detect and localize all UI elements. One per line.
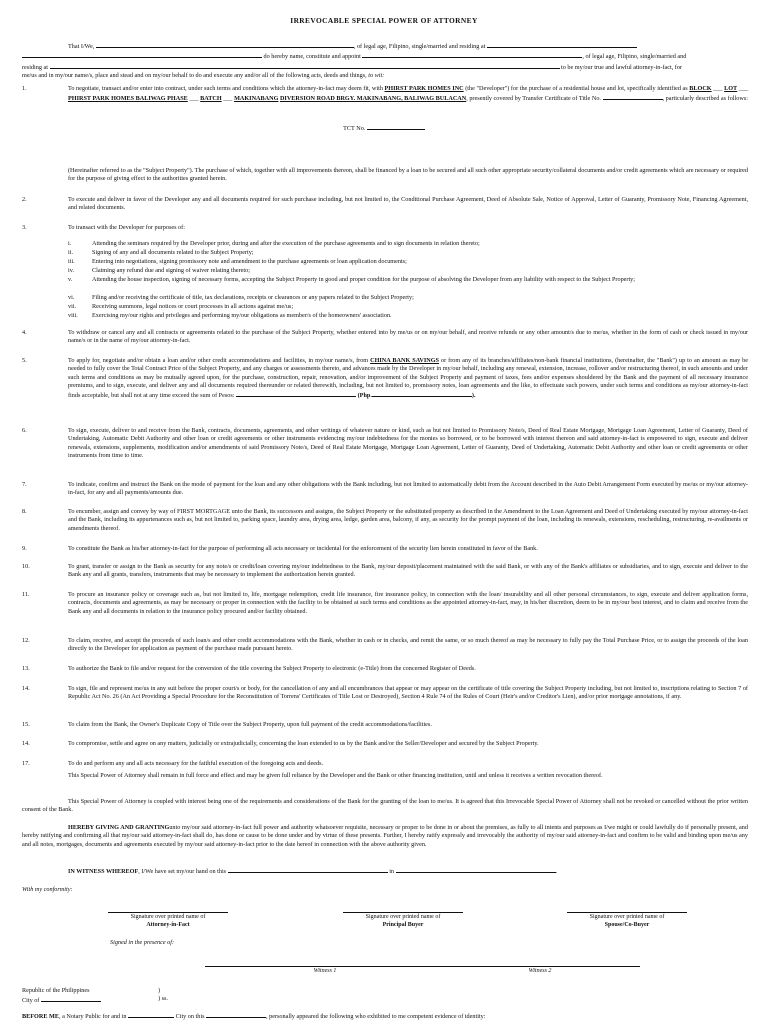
- place-blank[interactable]: [396, 866, 556, 873]
- item-2-text: To execute and deliver in favor of the Developer any and all documents required for such purchase including, but not limited to, the Conditional Purchase Agreement, Deed of Absolute Sale, Notice of Approval, Letter of Guaranty, Promissory Note, Financing Agreement, and related documents.: [68, 196, 748, 212]
- city-line: City of: [22, 995, 162, 1005]
- item-11-number: 11.: [22, 591, 30, 598]
- item-12-number: 12.: [22, 637, 30, 644]
- witness-2-label: Witness 2: [528, 968, 552, 974]
- subitem-number: i.: [68, 240, 72, 247]
- signature-label-principal: Signature over printed name of Principal Buyer: [365, 914, 441, 929]
- subitem-text: Exercising my/our rights and privileges and performing my/our obligations as member/s of the homeowners' association.: [92, 312, 392, 319]
- principal-address-blank[interactable]: [487, 41, 637, 48]
- subitem-text: Filing and/or receiving the certificate of title, tax declarations, receipts or clearances or any papers related to the Subject Property;: [92, 294, 414, 301]
- subitem-number: vi.: [68, 294, 75, 301]
- conformity-label: With my conformity:: [22, 886, 73, 893]
- republic-label: Republic of the Philippines: [22, 987, 90, 994]
- item-8-number: 8.: [22, 508, 27, 515]
- loan-amount-words-blank[interactable]: [236, 390, 356, 397]
- item-1-text: To negotiate, transact and/or enter into contract, under such terms and conditions which the attorney-in-fact may deem fit, with PHIRST PARK HOMES INC (the "Developer") for the purchase of a residential house and lot, specifically identified as BLOCK ___ LOT ___ PHIRST PARK HOMES BALIWAG PHASE ___ BATCH ___ MAKINABANG DIVERSION ROAD BRGY. MAKINABANG, BALIWAG BULACAN, presently covered by Transfer Certificate of Title No. , particularly described as follows:: [68, 85, 749, 103]
- notary-line: BEFORE ME, a Notary Public for and in City on this , personally appeared the following who exhibited to me competent evidence of identity:: [22, 1013, 486, 1020]
- item-9-number: 9.: [22, 545, 27, 552]
- tct-number-blank[interactable]: [603, 93, 663, 100]
- item-10-number: 10.: [22, 563, 30, 570]
- item-14-number: 14.: [22, 685, 30, 692]
- item-3-text: To transact with the Developer for purposes of:: [68, 224, 185, 231]
- item-4-text: To withdraw or cancel any and all contracts or agreements related to the purchase of the Subject Property, whether entered into by me/us or on my/our behalf, and receive refunds or any other amount/s due to me/us, whether in the form of cash or check issued in my/our name/s or in the name of my/our attorney-in-fact.: [68, 329, 748, 345]
- item-5-text: To apply for, negotiate and/or obtain a loan and/or other credit accommodations and facilities, in my/our name/s, from CHINA BANK SAVINGS or from any of its branches/affiliates/non-bank financial institutions, (hereinafter, the "Bank") up to an amount as may be needed to fully cover the Total Contract Price of the Subject Property, and any charges or assessments thereto, and advances made by the Developer in my/our behalf, including any renewal, extension, increase, rollover and/or restructuring thereof, in such amounts and under such terms and conditions as may be mutually agreed upon, for the purchase, construction, repair, renovation, and/or improvement of the Subject Property and payment of taxes, fees and/or expenses shouldered by the Bank and the payment of all necessary insurance premiums, and to sign, execute, and deliver any and all documents required thereunder or related therewith, including, but not limited to, promissory notes, loan agreements and the like, to effectuate such powers, under such terms and conditions as my/our attorney-in-fact finds acceptable, but shall not at any time exceed the sum of Pesos: (Php. ).: [68, 357, 749, 400]
- subitem-number: vii.: [68, 303, 77, 310]
- attorney-name-blank[interactable]: [362, 51, 582, 58]
- item-15-text: To claim from the Bank, the Owner's Duplicate Copy of Title over the Subject Property, upon full payment of the credit accommodations/facilities.: [68, 721, 432, 728]
- item-16-number: 14.: [22, 740, 30, 747]
- ss-bracket: ) ss.: [158, 995, 168, 1002]
- witness-1-label: Witness 1: [313, 968, 337, 974]
- closing-paragraph-2: This Special Power of Attorney is coupled with interest being one of the requirements and considerations of the Bank for the granting of the loan to me/us. It is agreed that this Irrevocable Special Power of Attorney shall not be revoked or cancelled without the prior written consent of the Bank.: [22, 798, 748, 814]
- item-14-text: To sign, file and represent me/us in any suit before the proper court/s or body, for the cancellation of any and all encumbrances that appear or may appear on the certificate of title covering the Subject Property including, but not limited to, inscriptions relating to Section 7 of Republic Act No. 26 (An Act Providing a Special Procedure for the Reconstitution of Torrens' Certificates of Title Lost or Destroyed), Section 4 Rule 74 of the Rules of Court (Heir's and/or Creditor's Lien), and/or prior mortgage annotations, if any.: [68, 685, 748, 701]
- item-2-number: 2.: [22, 196, 27, 203]
- item-15-number: 15.: [22, 721, 30, 728]
- subitem-number: iii.: [68, 258, 75, 265]
- item-11-text: To procure an insurance policy or coverage such as, but not limited to, life, mortgage redemption, credit life insurance, fire insurance policy, in connection with the loan/ insurability and all other personal circumstances, to sign, execute and deliver application forms, contracts, documents and agreements, as may be necessary or proper in connection with the facility to be obtained at such terms and conditions as the appointed attorney-in-fact, may, in his/her discretion, deem to be in my/our best interest, and to claim and receive from the Bank any and all documents in relation to the insurance policy procured and/or facility obtained.: [68, 591, 748, 615]
- item-7-number: 7.: [22, 481, 27, 488]
- subitem-text: Entering into negotiations, signing promissory note and amendment to the purchase agreements or loan application documents;: [92, 258, 407, 265]
- item-17-text: To do and perform any and all acts necessary for the faithful execution of the foregoing acts and deeds.: [68, 760, 324, 767]
- subitem-number: viii.: [68, 312, 78, 319]
- item-6-number: 6.: [22, 427, 27, 434]
- hereby-paragraph: HEREBY GIVING AND GRANTINGunto my/our said attorney-in-fact full power and authority whatsoever requisite, necessary or proper to be done in or about the premises, as fully to all intents and purposes as I/we might or could lawfully do if personally present, and hereby ratifying and confirming all that my/our said attorney-in-fact shall do, has done or cause to be done under and by virtue of these presents. Further, I hereby ratify expressly and irrevocably the authority of my/our said attorney-in-fact and confirm to be valid and binding upon me/us any and all notes, mortgages, documents and agreements executed by my/our said attorney-in-fact prior to the date hereof in connection with the above authority given.: [22, 824, 748, 848]
- closing-paragraph-1: This Special Power of Attorney shall remain in full force and effect and may be given full reliance by the Developer and the Bank or other financing institution, until and unless it receives a written revocation thereof.: [68, 772, 603, 779]
- date-blank[interactable]: [228, 866, 388, 873]
- item-16-text: To compromise, settle and agree on any matters, judicially or extrajudicially, concerning the loan extended to us by the Bank and/or the Seller/Developer and secured by the Subject Property.: [68, 740, 539, 747]
- subitem-text: Claiming any refund due and signing of waiver relating thereto;: [92, 267, 250, 274]
- subitem-text: Receiving summons, legal notices or court processes in all actions against me/us;: [92, 303, 294, 310]
- item-12-text: To claim, receive, and accept the proceeds of such loan/s and other credit accommodations with the Bank, whether in cash or in checks, and remit the same, or so much thereof as may be necessary to fully pay the Total Purchase Price, or to assign the proceeds of the loan directly to the Developer for application as payment of the purchase made pursuant hereto.: [68, 637, 748, 653]
- subitem-text: Signing of any and all documents related to the Subject Property;: [92, 249, 254, 256]
- subitem-number: v.: [68, 276, 73, 283]
- subject-property-paragraph: (Hereinafter referred to as the "Subject Property"). The purchase of which, together with all improvements thereon, shall be financed by a loan to be secured and all such other appropriate security/collateral documents and/or credit agreements which are necessary or required for the purpose of giving effect to the authorities granted herein.: [68, 167, 748, 183]
- signature-label-spouse: Signature over printed name of Spouse/Co-Buyer: [589, 914, 665, 929]
- tct-line: TCT No.: [0, 123, 768, 133]
- item-5-number: 5.: [22, 357, 27, 364]
- loan-amount-blank[interactable]: [372, 390, 472, 397]
- signed-presence-label: Signed in the presence of:: [110, 939, 175, 946]
- item-3-number: 3.: [22, 224, 27, 231]
- subitem-text: Attending the house inspection, signing of necessary forms, accepting the Subject Property in good and proper condition for the purpose of absolving the Developer from any liability with respect to the Subject Property;: [92, 276, 635, 283]
- item-17-number: 17.: [22, 760, 30, 767]
- bank-name: CHINA BANK SAVINGS: [370, 357, 439, 364]
- subitem-text: Attending the seminars required by the Developer prior, during and after the execution of the purchase agreements and to sign documents in relation thereto;: [92, 240, 480, 247]
- item-9-text: To constitute the Bank as his/her attorney-in-fact for the purpose of performing all acts necessary or incidental for the enforcement of the security lien herein constituted in favor of the Bank.: [68, 545, 538, 552]
- bracket: ): [158, 987, 161, 994]
- document-title: IRREVOCABLE SPECIAL POWER OF ATTORNEY: [290, 16, 478, 25]
- witness-whereof-line: IN WITNESS WHEREOF, I/We have set my/our hand on this in .: [68, 868, 558, 875]
- item-13-number: 13.: [22, 665, 30, 672]
- item-8-text: To encumber, assign and convey by way of FIRST MORTGAGE unto the Bank, its successors and assigns, the Subject Property or the substituted property as described in the Amendment to the Loan Agreement and Deed of Undertaking executed by my/our attorney-in-fact and the Bank, including its appurtenances such as, but not limited to, parking space, laundry area, drying area, ledge, garden area, balcony, if any, as security for the prompt payment of the loan, including its renewals, extensions, rescheduling, restructuring, re-availments or amendments thereof.: [68, 508, 748, 532]
- item-7-text: To indicate, confirm and instruct the Bank on the mode of payment for the loan and any other obligations with the Bank including, but not limited to automatically debit from the Account described in the Auto Debit Arrangement Form executed by me/us or my/our attorney-in-fact, for any and all payments/amounts due.: [68, 481, 748, 497]
- signature-label-attorney: Signature over printed name of Attorney-in-Fact: [130, 914, 206, 929]
- developer-name: PHIRST PARK HOMES INC: [384, 85, 464, 92]
- item-4-number: 4.: [22, 329, 27, 336]
- intro-paragraph: That I/We, , of legal age, Filipino, single/married and residing at do hereby name, constitute and appoint , of legal age, Filipino, single/married and residing at to be my/our true and lawful attorney-in-fact, for me/us and in my/our name/s, place and stead and on my/our behalf to do and execute any and/or all of the following acts, deeds and things, to wit:: [22, 43, 687, 80]
- attorney-address-blank[interactable]: [50, 62, 560, 69]
- item-1-number: 1.: [22, 85, 27, 92]
- subitem-number: ii.: [68, 249, 73, 256]
- principal-address-blank-2[interactable]: [22, 51, 262, 58]
- principal-name-blank[interactable]: [96, 41, 354, 48]
- item-6-text: To sign, execute, deliver to and receive from the Bank, contracts, documents, agreements, and other writings of whatever nature or kind, such as but not limited to Promissory Note/s, Deed of Real Estate Mortgage, Mortgage Loan Agreement, Letter of Guaranty, Deed of Undertaking, Automatic Debit Authority and other loan or credit agreements or other instruments evidencing my/our indebtedness for the monies so borrowed, or to be borrowed with interest thereon and said attorney-in-fact is empowered to sign, execute and deliver renewals, extensions, supplements, modification and/or amendments of said Promissory Note/s, Deed of Real Estate Mortgage, Mortgage Loan Agreement, Letter of Guaranty, Deed of Undertaking, Automatic Debit Authority and other loan or credit agreements or other instruments from time to time.: [68, 427, 748, 460]
- item-10-text: To grant, transfer or assign to the Bank as security for any note/s or credit/loan covering my/our indebtedness to the Bank, my/our deposit/placement maintained with the said Bank, or with any of the Bank's affiliates or subsidiaries, and to sign, execute and deliver to the Bank any and all grants, transfers, instruments that may be necessary to implement the authorization herein granted.: [68, 563, 748, 579]
- property-address: DIVERSION ROAD BRGY. MAKINABANG, BALIWAG BULACAN: [279, 95, 467, 103]
- item-13-text: To authorize the Bank to file and/or request for the conversion of the title covering the Subject Property to electronic (e-Title) from the concerned Register of Deeds.: [68, 665, 476, 672]
- subitem-number: iv.: [68, 267, 74, 274]
